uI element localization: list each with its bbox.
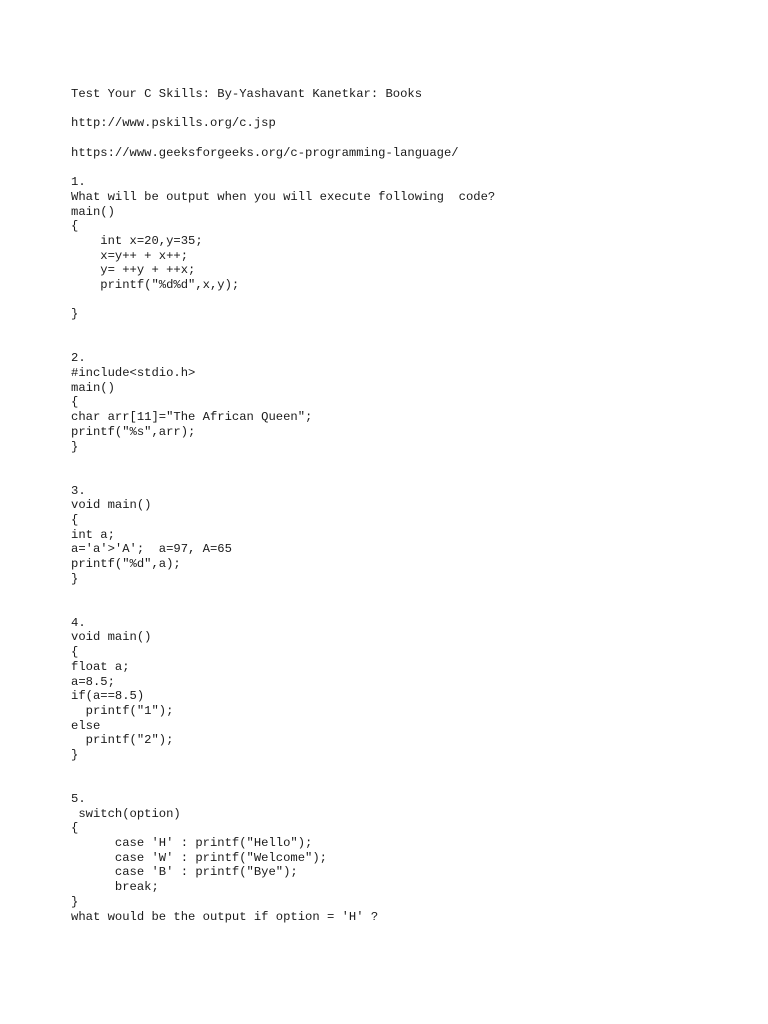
code-line: printf("%s",arr);	[71, 424, 196, 439]
question-text: What will be output when you will execute following code?	[71, 189, 496, 204]
question-number: 3.	[71, 483, 86, 498]
code-line: float a;	[71, 659, 130, 674]
spacer	[71, 777, 751, 792]
code-line: a=8.5;	[71, 674, 115, 689]
code-line: {	[71, 821, 79, 836]
spacer	[71, 337, 751, 352]
code-line: printf("1");	[71, 703, 174, 718]
code-line: a='a'>'A'; a=97, A=65	[71, 542, 232, 557]
reference-link-geeksforgeeks[interactable]: https://www.geeksforgeeks.org/c-programming-language/	[71, 145, 459, 160]
code-line: switch(option)	[71, 806, 181, 821]
code-line: if(a==8.5)	[71, 689, 145, 704]
question-number: 5.	[71, 792, 86, 806]
code-line: printf("%d",a);	[71, 557, 181, 571]
code-line: int x=20,y=35;	[71, 233, 203, 248]
code-line: printf("2");	[71, 733, 174, 748]
code-line: }	[71, 894, 79, 909]
spacer	[71, 763, 751, 778]
question-number: 4.	[71, 615, 86, 630]
code-line: {	[71, 512, 79, 527]
code-line: }	[71, 747, 79, 762]
spacer	[71, 469, 751, 484]
code-line: }	[71, 307, 79, 322]
question-number: 1.	[71, 175, 86, 190]
code-line: case 'W' : printf("Welcome");	[71, 850, 327, 865]
question-3	[71, 484, 751, 587]
code-line: else	[71, 718, 101, 733]
code-line: }	[71, 439, 79, 454]
spacer	[71, 601, 751, 616]
code-line: case 'B' : printf("Bye");	[71, 865, 298, 880]
spacer	[71, 160, 751, 175]
document-heading: Test Your C Skills: By-Yashavant Kanetkar: Books	[71, 87, 423, 101]
code-line: void main()	[71, 498, 152, 513]
code-line: {	[71, 645, 79, 660]
spacer	[71, 322, 751, 337]
code-line	[71, 293, 751, 308]
code-line: {	[71, 395, 79, 410]
spacer	[71, 131, 751, 146]
question-5	[71, 792, 751, 924]
code-line: x=y++ + x++;	[71, 248, 189, 263]
code-line: void main()	[71, 630, 152, 645]
code-line: y= ++y + ++x;	[71, 263, 196, 278]
code-line: }	[71, 571, 79, 586]
spacer	[71, 586, 751, 601]
code-line: {	[71, 219, 79, 234]
code-line: printf("%d%d",x,y);	[71, 277, 240, 292]
reference-link-pskills[interactable]: http://www.pskills.org/c.jsp	[71, 116, 276, 131]
question-2	[71, 351, 751, 454]
question-1	[71, 175, 751, 322]
document-page	[71, 87, 751, 924]
spacer	[71, 454, 751, 469]
code-line: break;	[71, 880, 159, 895]
code-line: char arr[11]="The African Queen";	[71, 410, 313, 425]
code-line: #include<stdio.h>	[71, 366, 196, 381]
spacer	[71, 102, 751, 117]
code-line: main()	[71, 380, 115, 395]
code-line: case 'H' : printf("Hello");	[71, 836, 313, 851]
code-line: main()	[71, 204, 115, 219]
code-line: int a;	[71, 527, 115, 542]
question-number: 2.	[71, 351, 86, 366]
question-4	[71, 616, 751, 763]
question-text: what would be the output if option = 'H' ?	[71, 909, 379, 924]
